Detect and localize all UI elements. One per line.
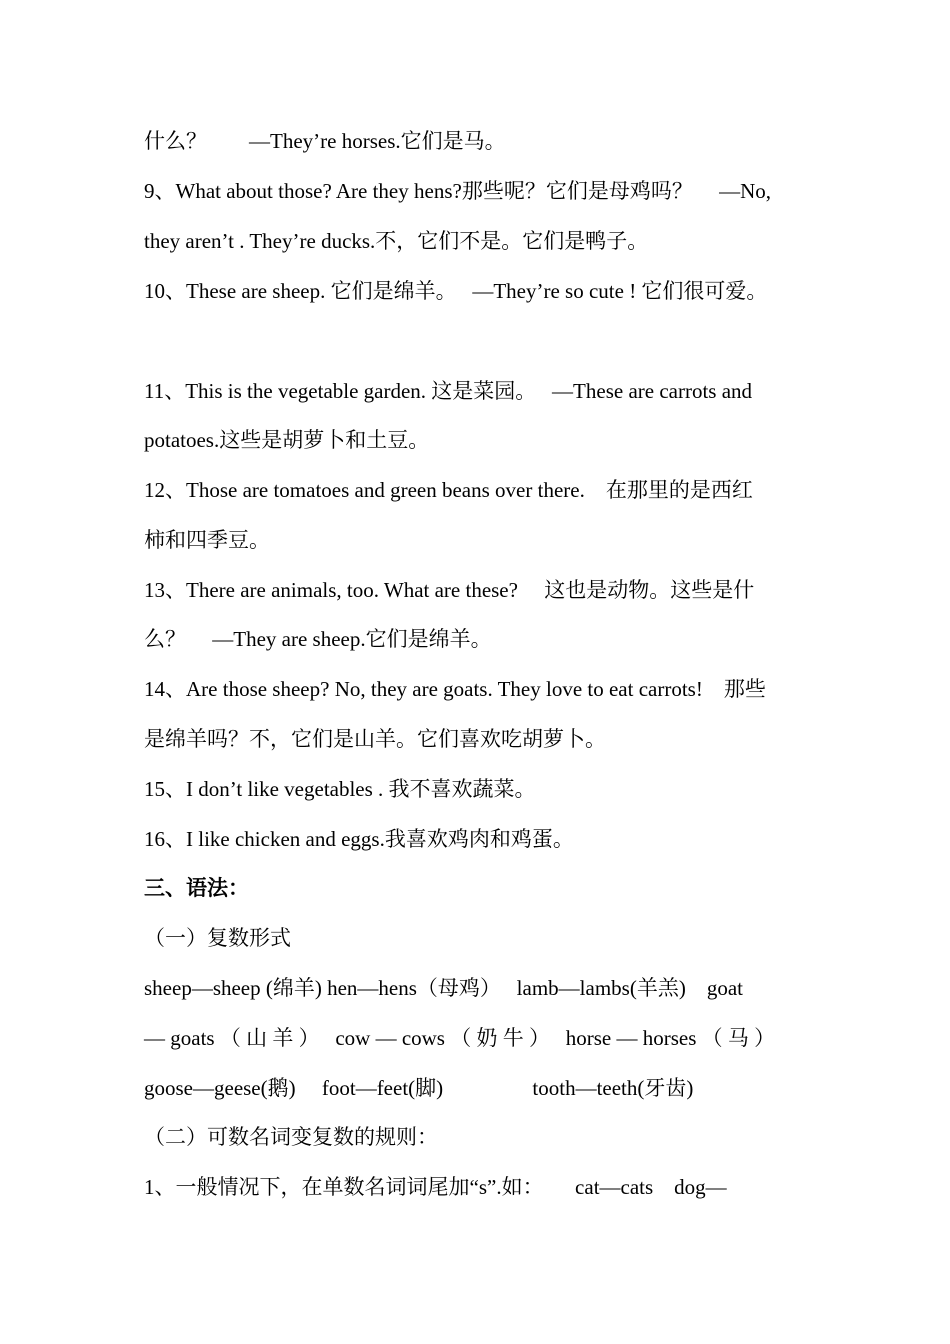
text-line-18: — goats （ 山 羊 ） cow — cows （ 奶 牛 ） horse — horses （ 马 ）: [144, 1026, 776, 1050]
text-line-11: 14、Are those sheep? No, they are goats. They love to eat carrots! 那些: [144, 677, 766, 701]
text-line-1: 什么？ —They’re horses.它们是马。: [144, 129, 506, 153]
text-line-17: sheep—sheep (绵羊) hen—hens（母鸡） lamb—lambs(羊羔) goat: [144, 976, 743, 1000]
subheading-plural-forms: （一）复数形式: [144, 926, 291, 950]
text-line-14: 16、I like chicken and eggs.我喜欢鸡肉和鸡蛋。: [144, 827, 574, 851]
text-line-2: 9、What about those? Are they hens?那些呢？它们是母鸡吗？ —No,: [144, 179, 771, 203]
text-line-12: 是绵羊吗？不，它们是山羊。它们喜欢吃胡萝卜。: [144, 727, 606, 751]
text-line-10: 么？ —They are sheep.它们是绵羊。: [144, 627, 492, 651]
text-line-5: 11、This is the vegetable garden. 这是菜园。 —These are carrots and: [144, 379, 753, 403]
text-line-4: 10、These are sheep. 它们是绵羊。 —They’re so cute ! 它们很可爱。: [144, 279, 768, 303]
section-heading-grammar: 三、语法：: [144, 876, 249, 900]
text-line-9: 13、There are animals, too. What are these? 这也是动物。这些是什: [144, 578, 755, 602]
text-line-8: 柿和四季豆。: [144, 528, 270, 552]
text-line-3: they aren’t . They’re ducks.不，它们不是。它们是鸭子。: [144, 229, 649, 253]
subheading-plural-rules: （二）可数名词变复数的规则：: [144, 1125, 438, 1149]
text-line-21: 1、一般情况下，在单数名词词尾加“s”.如： cat—cats dog—: [144, 1175, 727, 1199]
text-line-6: potatoes.这些是胡萝卜和土豆。: [144, 428, 430, 452]
text-line-7: 12、Those are tomatoes and green beans over there. 在那里的是西红: [144, 478, 753, 502]
text-line-13: 15、I don’t like vegetables . 我不喜欢蔬菜。: [144, 777, 536, 801]
text-line-19: goose—geese(鹅) foot—feet(脚) tooth—teeth(牙齿): [144, 1076, 694, 1100]
